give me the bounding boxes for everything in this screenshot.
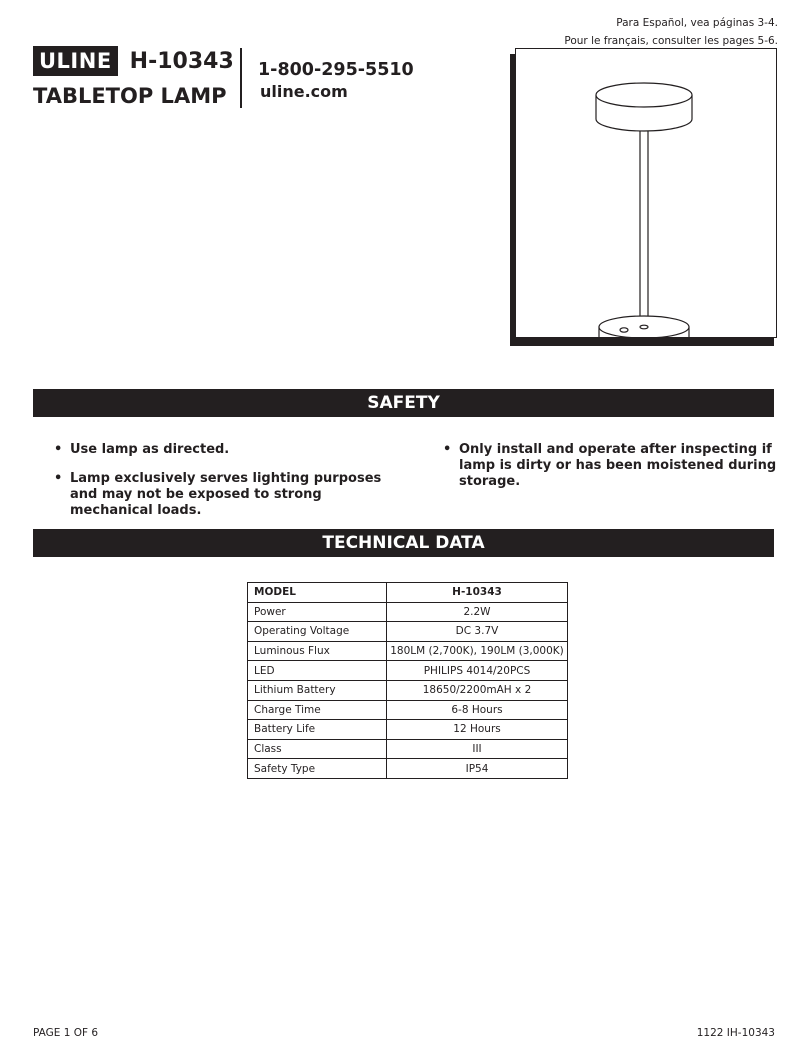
table-row bbox=[248, 759, 568, 779]
page-number: PAGE 1 OF 6 bbox=[33, 1027, 99, 1039]
table-row bbox=[248, 720, 568, 740]
safety-heading: SAFETY bbox=[33, 389, 774, 417]
table-row bbox=[248, 680, 568, 700]
table-cell-value: 6-8 Hours bbox=[387, 700, 568, 720]
table-cell-label: Class bbox=[248, 739, 387, 759]
table-cell-label: Luminous Flux bbox=[248, 641, 387, 661]
product-title: TABLETOP LAMP bbox=[33, 84, 227, 108]
table-cell-value: 12 Hours bbox=[387, 720, 568, 740]
safety-item-text: Lamp exclusively serves lighting purposes and may not be exposed to strong mechanical loads. bbox=[70, 471, 382, 518]
table-cell-label: Battery Life bbox=[248, 720, 387, 740]
language-note bbox=[564, 14, 778, 50]
table-cell-label: Operating Voltage bbox=[248, 622, 387, 642]
table-cell-label: Power bbox=[248, 602, 387, 622]
table-cell-value: PHILIPS 4014/20PCS bbox=[387, 661, 568, 681]
technical-data-heading: TECHNICAL DATA bbox=[33, 529, 774, 557]
safety-item-text: Use lamp as directed. bbox=[70, 442, 230, 457]
technical-data-table bbox=[247, 582, 568, 779]
phone-number: 1-800-295-5510 bbox=[258, 60, 414, 80]
table-cell-value: 180LM (2,700K), 190LM (3,000K) bbox=[387, 641, 568, 661]
table-header-value: H-10343 bbox=[387, 583, 568, 603]
website: uline.com bbox=[260, 82, 348, 101]
safety-item-text: Only install and operate after inspecting if lamp is dirty or has been moistened during storage. bbox=[459, 442, 777, 489]
safety-list-right bbox=[443, 442, 778, 503]
table-cell-label: Lithium Battery bbox=[248, 680, 387, 700]
table-row bbox=[248, 739, 568, 759]
table-row bbox=[248, 700, 568, 720]
list-item: • Only install and operate after inspecting if lamp is dirty or has been moistened during storage. bbox=[443, 442, 777, 489]
table-row bbox=[248, 602, 568, 622]
header-divider bbox=[240, 48, 242, 108]
table-row bbox=[248, 661, 568, 681]
table-header-row bbox=[248, 583, 568, 603]
safety-list-left bbox=[54, 442, 384, 532]
list-item: • Use lamp as directed. bbox=[54, 442, 230, 457]
table-row bbox=[248, 622, 568, 642]
model-number: H-10343 bbox=[129, 48, 234, 74]
tabletop-lamp-icon bbox=[516, 49, 776, 337]
table-cell-value: DC 3.7V bbox=[387, 622, 568, 642]
table-cell-value: 18650/2200mAH x 2 bbox=[387, 680, 568, 700]
lamp-illustration-frame bbox=[515, 48, 777, 338]
table-cell-value: IP54 bbox=[387, 759, 568, 779]
table-cell-label: Safety Type bbox=[248, 759, 387, 779]
table-row bbox=[248, 641, 568, 661]
table-cell-value: III bbox=[387, 739, 568, 759]
table-cell-label: Charge Time bbox=[248, 700, 387, 720]
table-cell-label: LED bbox=[248, 661, 387, 681]
list-item: • Lamp exclusively serves lighting purposes and may not be exposed to strong mechanical loads. bbox=[54, 471, 382, 518]
table-header-label: MODEL bbox=[248, 583, 387, 603]
french-note: Pour le français, consulter les pages 5-6. bbox=[564, 35, 778, 47]
brand-row bbox=[33, 46, 234, 76]
spanish-note: Para Español, vea páginas 3-4. bbox=[616, 17, 778, 29]
uline-logo: ULINE bbox=[33, 46, 118, 76]
table-cell-value: 2.2W bbox=[387, 602, 568, 622]
document-code: 1122 IH-10343 bbox=[696, 1027, 775, 1039]
